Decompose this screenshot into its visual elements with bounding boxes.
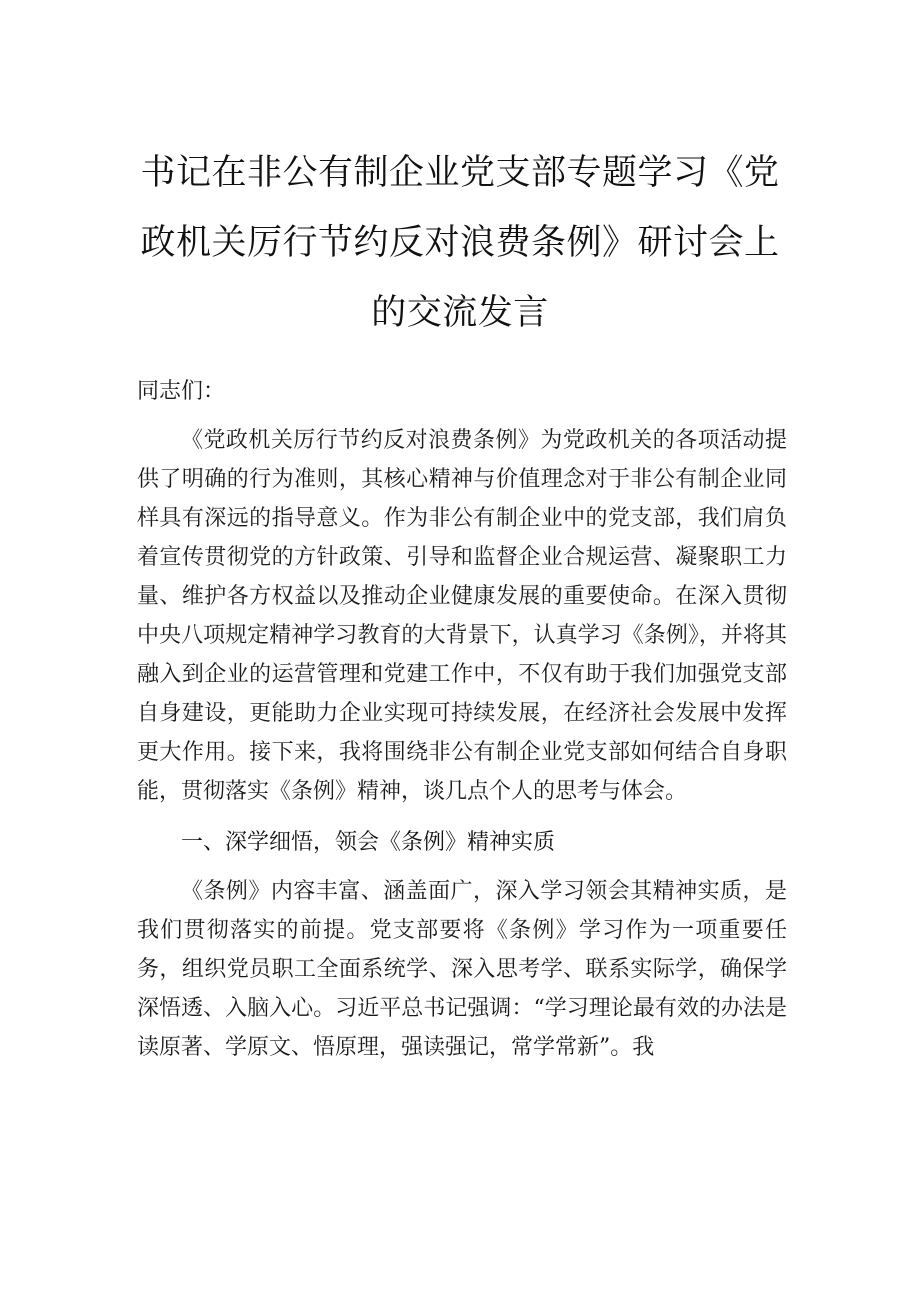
document-title [100,138,820,348]
intro-paragraph: 《党政机关厉行节约反对浪费条例》为党政机关的各项活动提供了明确的行为准则，其核心精神与价值理念对于非公有制企业同样具有深远的指导意义。作为非公有制企业中的党支部，我们肩负着宣传贯彻党的方针政策、引导和监督企业合规运营、凝聚职工力量、维护各方权益以及推动企业健康发展的重要使命。在深入贯彻中央八项规定精神学习教育的大背景下，认真学习《条例》，并将其融入到企业的运营管理和党建工作中，不仅有助于我们加强党支部自身建设，更能助力企业实现可持续发展，在经济社会发展中发挥更大作用。接下来，我将围绕非公有制企业党支部如何结合自身职能，贯彻落实《条例》精神，谈几点个人的思考与体会。 [137,428,787,804]
title-line-2: 政机关厉行节约反对浪费条例》研讨会上 [140,223,780,263]
document-body [137,372,787,1067]
salutation: 同志们： [137,379,226,404]
title-line-1: 书记在非公有制企业党支部专题学习《党 [140,153,780,193]
title-line-3: 的交流发言 [371,293,549,333]
section-paragraph: 《条例》内容丰富、涵盖面广，深入学习领会其精神实质，是我们贯彻落实的前提。党支部要将《条例》学习作为一项重要任务，组织党员职工全面系统学、深入思考学、联系实际学，确保学深悟透、入脑入心。习近平总书记强调：“学习理论最有效的办法是读原著、学原文、悟原理，强读强记，常学常新”。我 [137,879,787,1060]
section-heading: 一、深学细悟，领会《条例》精神实质 [181,830,556,855]
